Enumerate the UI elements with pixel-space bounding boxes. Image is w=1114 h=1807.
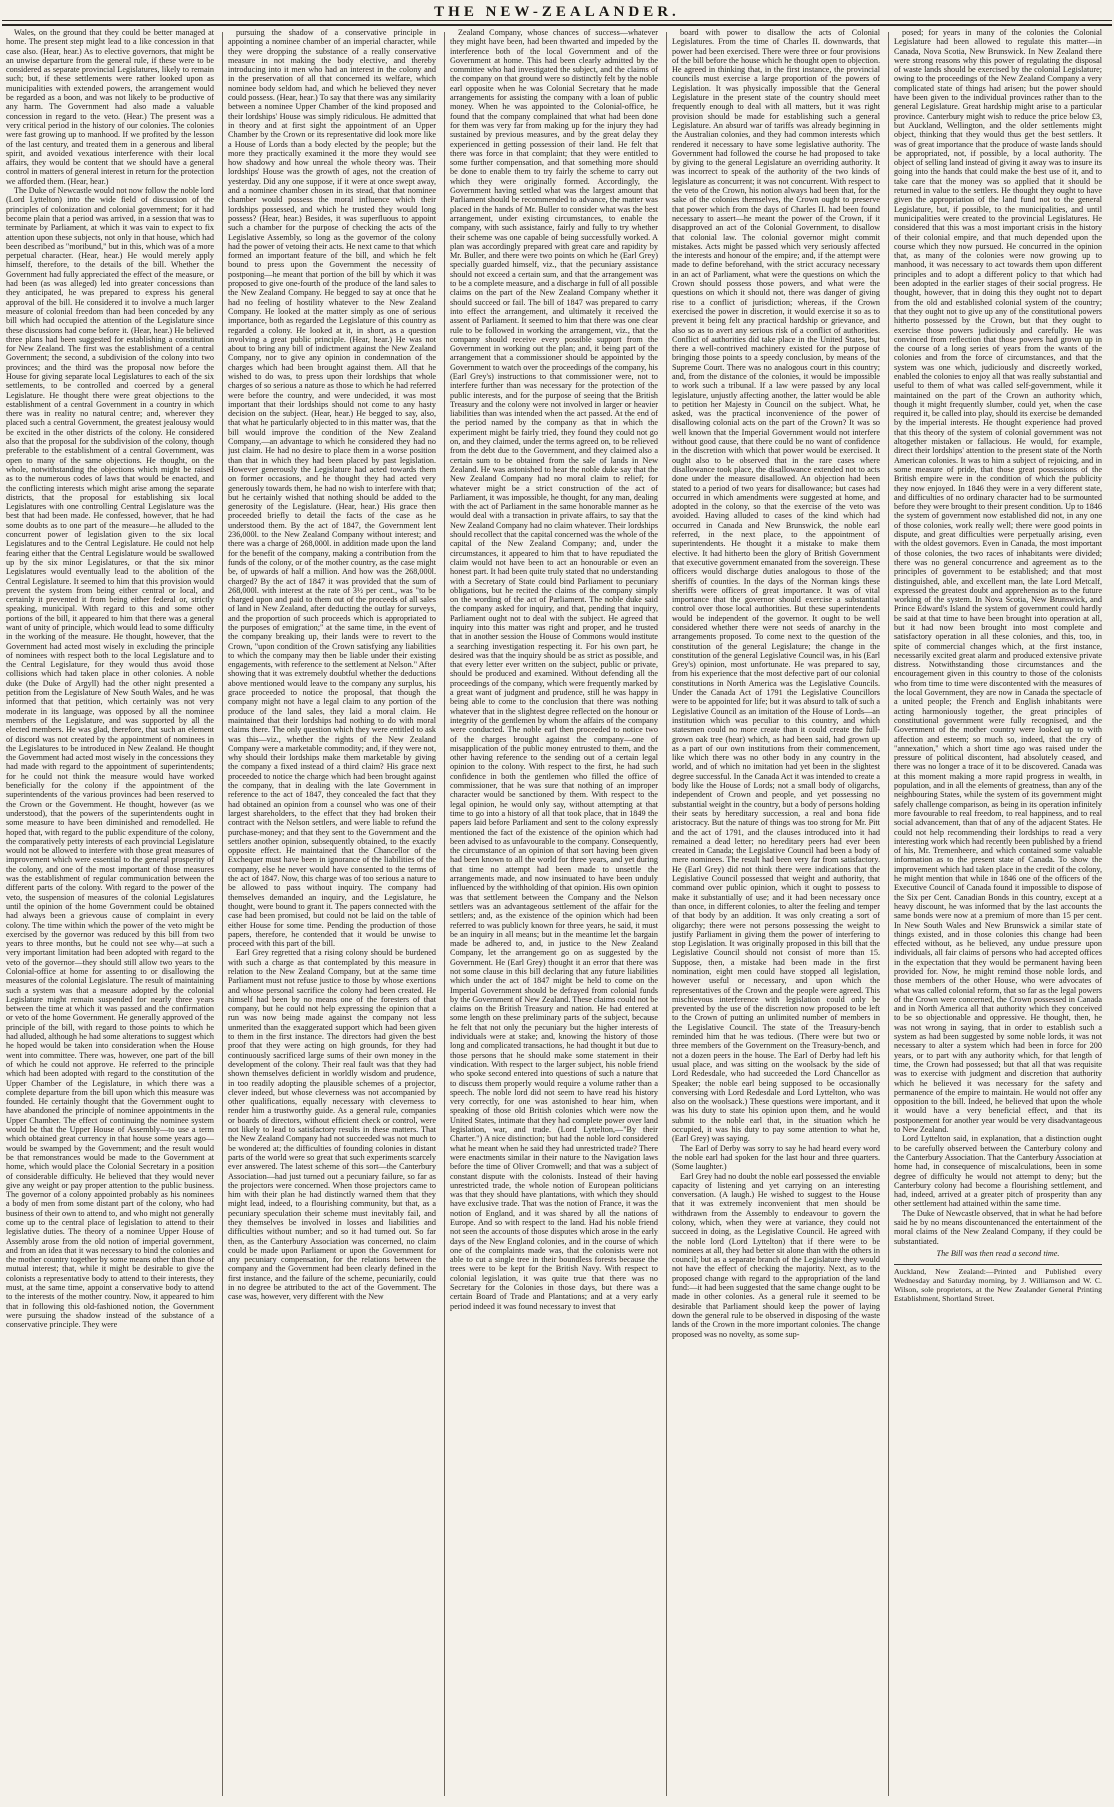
column-divider xyxy=(666,32,667,1796)
paragraph: The Duke of Newcastle observed, that in what he had before said he by no means discountenanced the entertainment of the moral claims of the New Zealand Company, if they could be substantiated. xyxy=(894,1208,1102,1246)
column-4 xyxy=(672,28,880,1800)
paragraph: Earl Grey had no doubt the noble earl possessed the enviable capacity of listening and yet carrying on an interesting conversation. (A laugh.) He wished to suggest to the House that it was extremely inconvenient that men should be withdrawn from the Assembly to endeavour to govern the colony, which, when they were at variance, they could not succeed in doing, as the Legislative Council. He agreed with the noble lord (Lord Lyttelton) that if there were to be nominees at all, they had better sit alone than with the others in council; but as a separate branch of the Legislature they would not have the effect of checking the majority. Next, as to the proposed change with regard to the appropriation of the land fund:—it had been suggested that the same change ought to be made in other colonies. As a general rule it seemed to be desirable that Parliament should keep the power of laying down the general rule to be observed in disposing of the waste lands of the Crown in the more important colonies. The change proposed was no novelty, as some sup- xyxy=(672,1171,880,1339)
paragraph: pursuing the shadow of a conservative principle in appointing a nominee chamber of an imperial character, while they were dropping the substance of a really conservative measure in not making the body elective, and thereby introducing into it men who had an interest in the colony and in the preservation of all that concerned its welfare, which nominee body seldom had, and which he believed they never could possess. (Hear, hear.) To say that there was any similarity between a nominee Upper Chamber of the kind proposed and their lordships' House was simply ridiculous. He admitted that in theory and at first sight the appointment of an Upper Chamber by the Crown or its representative did look more like a House of Lords than a body elected by the people; but the more they practically examined it the more they would see how shadowy and how unreal the whole theory was. Their lordships' House was the growth of ages, not the creation of yesterday. Did any one suppose, if it were at once swept away, and a nominee chamber chosen in its stead, that that nominee chamber would possess the moral influence which their lordships possessed, and which he trusted they would long possess? (Hear, hear.) Besides, it was superfluous to appoint such a chamber for the purpose of checking the acts of the Legislative Assembly, so long as the governor of the colony had the power of vetoing their acts. He next came to that which formed an important feature of the bill, and which he felt bound to press upon the Government the necessity of postponing—he meant that portion of the bill by which it was proposed to give one-fourth of the produce of the land sales to the New Zealand Company. He begged to say at once that he had no feeling of hostility whatever to the New Zealand Company. He looked at the matter simply as one of serious importance, both as regarded the Legislature of this country as regarded a colony. He looked at it, in short, as a question involving a great public principle. (Hear, hear.) He was not about to bring any bill of indictment against the New Zealand Company, nor to give any opinion in condemnation of the charges which had been brought against them. All that he wished to do was, to press upon their lordships that whole charges of so serious a nature as those to which he had referred were before the country, and were undecided, it was most important that their lordships should not come to any hasty decision on the subject. (Hear, hear.) He begged to say, also, that what he particularly objected to in this matter was, that the bill would improve the condition of the New Zealand Company,—an advantage to which he considered they had no just claim. He had no desire to place them in a worse position than that in which they had been placed by past legislation. However generously the Legislature had acted towards them on former occasions, and he thought they had acted very generously towards them, he had no wish to interfere with that; but he certainly wished that nothing should be added to the generosity of the Legislature. (Hear, hear.) His grace then proceeded briefly to detail the facts of the case as he understood them. By the act of 1847, the Government lent 236,000l. to the New Zealand Company without interest; and there was a charge of 268,000l. in addition made upon the land for the benefit of the company, making a contribution from the funds of the colony, or of the mother country, as the case might be, of upwards of half a million. And how was the 268,000l. charged? By the act of 1847 it was provided that the sum of 268,000l. with interest at the rate of 3½ per cent., was "to be charged upon and paid to them out of the proceeds of all sales of land in New Zealand, after deducting the outlay for surveys, and the proportion of such proceeds which is appropriated to the purposes of emigration;" at the same time, in the event of the company breaking up, their lands were to revert to the Crown, "upon condition of the Crown satisfying any liabilities to which the company may then be liable under their existing engagements, with reference to the settlement at Nelson." After showing that it was extremely doubtful whether the deductions above mentioned would leave to the company any surplus, his grace proceeded to notice the proposal, that though the company might not have a legal claim to any portion of the produce of the land sales, they laid a moral claim. He maintained that their lordships had nothing to do with moral claims there. The only question which they were entitled to ask was this—viz., whether the rights of the New Zealand Company were a marketable commodity; and, if they were not, why should their lordships make them marketable by giving the company a fixed instead of a third claim? His grace next proceeded to notice the charge which had been brought against the company, that in dealing with the late Government in reference to the act of 1847, they concealed the fact that they had obtained an opinion from a counsel who was one of their largest shareholders, to the effect that they had broken their contract with the Nelson settlers, and were liable to refund the purchase-money; and that they sent to the Government and the settlers another opinion, subsequently obtained, to the exactly opposite effect. He maintained that the Chancellor of the Exchequer must have been in ignorance of the liabilities of the company, else he never would have consented to the terms of the act of 1847. Now, this charge was of too serious a nature to be allowed to pass without inquiry. The company had themselves demanded an inquiry, and the Legislature, he thought, were bound to grant it. The papers connected with the case had been promised, but could not be laid on the table of either House for some time. Pending the production of those papers, therefore, he contended that it would be unwise to proceed with this part of the bill. xyxy=(228,28,436,949)
paragraph: The Duke of Newcastle would not now follow the noble lord (Lord Lyttelton) into the wide field of discussion of the principles of colonization and colonial government; for it had become plain that a period was arrived, in a session that was to terminate by Parliament, at which it was vain to expect to fix attention upon these subjects, not only in that house, which had been described as "moribund," but in this, which was of a more perpetual character. (Hear, hear.) He would merely apply himself, therefore, to the details of the bill. Whether the Government had fully appreciated the effect of the measure, or had been (as was alleged) led into greater concessions than they anticipated, he was prepared to express his general approval of the bill. He considered it to involve a much larger measure of colonial freedom than had been conceded by any bill which had occupied the attention of the Legislature since these discussions had come before it. (Hear, hear.) He believed three plans had been suggested for establishing a constitution for New Zealand. The first was the establishment of a central Government; the second, a subdivision of the colony into two provinces; and the third was the proposal now before the House for giving separate local Legislatures to each of the six settlements, to be controlled and coerced by a general Legislature. He thought there were great objections to the establishment of a central Government in a country in which there was in reality no natural centre; and, wherever they placed such a central Government, the greatest jealousy would be excited in the other districts of the colony. He considered also that the proposal for the subdivision of the colony, though preferable to the establishment of a central Government, was open to many of the same objections. He thought, on the whole, notwithstanding the objections which might be raised as to the numerous codes of laws that would be enacted, and the conflicting interests which might arise among the separate districts, that the proposal for establishing six local Legislatures with one controlling Central Legislature was the best that had been made. He confessed, however, that he had some doubts as to one part of the measure—he alluded to the concurrent power of legislation given to the six local Legislatures and to the Central Legislature. He could not help fearing either that the Central Legislature would be swallowed up by the six minor Legislatures, or that the six minor Legislatures would eventually lead to the abolition of the Central Legislature. It seemed to him that this provision would prevent the system from being either central or local, and certainly it prevented it from being either federal or, strictly speaking, municipal. With regard to this and some other portions of the bill, it appeared to him that there was a general want of unity of principle, which would lead to some difficulty in the working of the measure. He thought, however, that the Government had acted most wisely in excluding the principle of nominees with respect both to the local Legislature and to the Central Legislature, for they would thus avoid those collisions which had taken place in other colonies. A noble duke (the Duke of Argyll) had the other night presented a petition from the Legislature of New South Wales, and he was informed that that petition, which certainly was not very moderate in its language, was opposed by all the nominee members of the Legislature, and was supported by all the elected members. He was glad, therefore, that such an element of discord was not created by the appointment of nominees in the Legislatures to be introduced in New Zealand. He thought the Government had acted most wisely in the concessions they had made with regard to the appointment of superintendents; for he could not think the measure would have worked beneficially for the colony if the appointment of the superintendents of the various provinces had been reserved to the Crown or the Government. He thought, however (as we understood), that the powers of the superintendents ought in some measure to have been diminished and remodelled. He hoped that, with regard to the public expenditure of the colony, the comparatively petty interests of each provincial Legislature would not be allowed to interfere with those great measures of improvement which were essential to the general prosperity of the colony, and one of the most important of those measures was the establishment of regular communication between the different parts of the colony. With regard to the power of the veto, the suspension of measures of the colonial Legislatures until the opinion of the home Government could be obtained had always been a grievous cause of complaint in every colony. The time within which the power of the veto might be exercised by the governor was reduced by this bill from two years to three months, but he could not see why—at such a very important limitation had been adopted with regard to the veto of the governor—they should still allow two years to the Colonial-office at home for assenting to or disallowing the measures of the colonial Legislature. The result of maintaining such a system was that a measure adopted by the colonial Legislature might remain suspended for nearly three years between the time at which it was passed and the confirmation or veto of the home Government. He generally approved of the principle of the bill, with regard to those points to which he had alluded, although he had some alterations to suggest which he hoped would be taken into consideration when the House went into committee. There was, however, one part of the bill of which he could not approve. He referred to the principle which had been adopted with regard to the constitution of the Upper Chamber of the Legislature, in which there was a complete departure from the bill upon which this measure was founded. He certainly thought that the Government ought to have abandoned the principle of nominee appointments in the Upper Chamber. The effect of continuing the nominee system would be that the Upper House of Assembly—to use a term which obtained great currency in that house some years ago—would be swamped by the Government; and the result would be that remonstrances would be made to the Government at home, which would place the Colonial Secretary in a position of considerable difficulty. He believed that they would never give any weight or pay proper attention to the public business. The governor of a colony appointed probably as his nominees a body of men from some distant part of the colony, who had business of their own to attend to, and who might not generally come up to the central place of legislation to attend to their legislative duties. The theory of a nominee Upper House of Assembly arose from the old notion of imperial government, and from an idea that it was necessary to bind the colonies and the mother country together by some means other than those of mutual interest; that, while it might be desirable to give the colonists a representative body to attend to their interests, they must, at the same time, appoint a conservative body to attend to the interests of the mother country. Now, it appeared to him that in following this old-fashioned notion, the Government were pursuing the shadow instead of the substance of a conservative principle. They were xyxy=(6,186,214,1330)
paragraph: Wales, on the ground that they could be better managed at home. The present step might lead to a like concession in that case also. (Hear, hear.) As to elective governors, that might be an unwise departure from the general rule, if these were to be considered as separate provincial Legislatures, likely to remain such; but, if these settlements were rather looked upon as municipalities with extended powers, the arrangement would be regarded as a boon, and was not likely to be productive of any harm. The Government had also made a valuable concession in regard to the veto. (Hear.) The present was a very critical period in the history of our colonies. The colonies were fast growing up to manhood. If we profited by the lesson of the last century, and treated them in a generous and liberal spirit, and avoided vexatious interference with their local affairs, they would be content that we should have a general control in matters of general interest in return for the protection we afforded them. (Hear, hear.) xyxy=(6,28,214,186)
column-5 xyxy=(894,28,1102,1800)
article-columns xyxy=(6,28,1106,1800)
imprint-rule xyxy=(894,1264,1102,1265)
column-2 xyxy=(228,28,436,1800)
paragraph: Lord Lyttelton said, in explanation, that a distinction ought to be carefully observed between the Canterbury colony and the Canterbury Association. That the Canterbury Association at home had, in consequence of miscalculations, been in some degree of difficulty he would not attempt to deny; but the Canterbury colony had become a flourishing settlement, and had, indeed, arrived at a greater pitch of prosperity than any other settlement had attained within the same time. xyxy=(894,1134,1102,1209)
column-divider xyxy=(888,32,889,1796)
header-rule xyxy=(2,20,1112,21)
paragraph: The Earl of Derby was sorry to say he had heard every word the noble earl had spoken for the last hour and three quarters. (Some laughter.) xyxy=(672,1143,880,1172)
paragraph: posed; for years in many of the colonies the Colonial Legislature had been allowed to regulate this matter—in Canada, Nova Scotia, New Brunswick. In New Zealand there were strong reasons why this power of regulating the disposal of waste lands should be exercised by the colonial Legislature; owing to the proceedings of the New Zealand Company a very complicated state of things had arisen; but the power should have been given to the individual provinces rather than to the general Legislature. Great hardship might arise to a particular province. Canterbury might wish to reduce the price below £3, but Auckland, Wellington, and the older settlements might object, thinking that they would thus get the best settlers. It was of great importance that the produce of waste lands should be appropriated, not, if possible, by a local authority. The object of selling land instead of giving it away was to insure its going into the hands that could make the best use of it, and to take care that the money was so applied that it should be returned in value to the settlers. He thought they ought to have given the appropriation of the land fund not to the general Legislature, but, if possible, to the municipalities, and until municipalities were created to the provincial Legislatures. He considered that this was a most important crisis in the history of their colonial empire, and that much depended upon the course which they now pursued. He concurred in the opinion that, as many of the colonies were now growing up to manhood, it was necessary to act towards them upon different principles and to adopt a different policy to that which had been adopted in the earlier stages of their social progress. He thought, however, that in doing this they ought not to depart from the old and established colonial system of the country; that they ought not to give up any of the constitutional powers hitherto possessed by the Crown, but that they ought to exercise those powers judiciously and carefully. He was convinced from reflection that those powers had grown up in the course of a long series of years from the wants of the colonies and from the force of circumstances, and that the system was one which, judiciously and discreetly worked, enabled the colonies to enjoy all that was really substantial and useful to them of what was called self-government, while it maintained on the part of the Crown an authority which, though it might frequently slumber, could yet, when the case required it, be called into play, should its exercise be demanded by the imperial interests. He thought experience had proved that this theory of the system of colonial government was not altogether mistaken or fallacious. He would, for example, direct their lordships' attention to the present state of the North American colonies. It was to him a subject of rejoicing, and in some measure of pride, that those great possessions of the British empire were in the condition of which the publicity they now enjoyed. In 1846 they were in a very different state, and difficulties of no ordinary character had to be surmounted before they were brought to their present condition. Up to 1846 the system of government now established did not, in any one of those colonies, work really well; there were good points in dispute, and great difficulties were perpetually arising, even with the oldest governors. Even in Canada, the most important of those colonies, the two races of inhabitants were divided; there was no general concurrence and agreement as to the principles of government to be established; and that most distinguished, able, and excellent man, the late Lord Metcalf, expressed the greatest doubt and apprehension as to the future working of the system. In Nova Scotia, New Brunswick, and Prince Edward's Island the system of government could hardly be said at that time to have been brought into operation at all, but it had now been brought into most complete and satisfactory operation in all these colonies, and this, too, in spite of commercial changes which, at the first instance, necessarily excited great alarm and produced extensive private distress. Notwithstanding those circumstances and the encouragement given in this country to those of the colonists who from time to time were discontented with the measures of the local Government, they are now in Canada the spectacle of a united people; the French and English inhabitants were acting harmoniously together, the great principles of constitutional government were fully recognised, and the Government of the mother country were looked up to with affection and esteem; so much so, indeed, that the cry of "annexation," which a short time ago was raised under the pressure of political discontent, had absolutely ceased, and there was no longer a trace of it to be discovered. Canada was at this moment making a more rapid progress in wealth, in population, and in all the elements of greatness, than any of the neighbouring States, while the system of its government might safely challenge comparison, as being in its operation infinitely more favourable to real freedom, to real happiness, and to real social advancement, than that of any of the adjacent States. He could not help recommending their lordships to read a very interesting work which had recently been published by a friend of his, Mr. Tremenheere, and which contained some valuable information as to the present state of Canada. To show the improvement which had taken place in the credit of the colony, he might mention that while in 1846 one of the officers of the Executive Council of Canada found it impossible to dispose of the Six per Cent. Canadian Bonds in this country, except at a heavy discount, he was informed that by the last accounts the same bonds were now at a premium of more than 15 per cent. In New South Wales and New Brunswick a similar state of things existed, and in those colonies this change had been effected without, as he believed, any undue pressure upon individuals, all fair claims of persons who had accepted offices in the expectation that they would be permanent having been provided for. Now, he might remind those noble lords, and those members of the other House, who were advocates of what was called colonial reform, that so far as the legal powers of the Crown were concerned, the Crown possessed in Canada and in North America all that authority which they conceived to be so objectionable and oppressive. He thought, then, he was not wrong in saying, that in order to establish such a system as had been suggested by some noble lords, it was not necessary to alter a system which had been in force for 200 years, or to part with any authority which, for that length of time, the Crown had possessed; but that all that was requisite was to exercise with judgment and discretion that authority which he believed it was necessary for the safety and permanence of the empire to maintain. He would not offer any opposition to the bill. Indeed, he believed that upon the whole it would have a very beneficial effect, and that its postponement for another year would be very disadvantageous to New Zealand. xyxy=(894,28,1102,1135)
paragraph: board with power to disallow the acts of Colonial Legislatures. From the time of Charles II. downwards, that power had been exercised. There were three or four provisions of the bill before the house which he thought open to objection. He agreed in thinking that, in the first instance, the provincial councils must exercise a large proportion of the powers of Legislation. It was physically impossible that the General Legislature in the present state of the country should meet frequently enough to deal with all matters, but it was right provision should be made for establishing such a general Legislature. An absurd war of tariffs was already beginning in the Australian colonies, and they had common interests which rendered it necessary to have some legislative authority. The Government had followed the course he had proposed to take by giving to the general Legislature an overriding authority. It was incorrect to speak of the authority of the two kinds of legislature as concurrent; it was not concurrent. With respect to the veto of the Crown, his notion always had been that, for the sake of the colonies themselves, the Crown ought to preserve that power which from the days of Charles II. had been found necessary to assert—he meant the power of the Crown, if it disapproved an act of the Colonial Government, to disallow that colonial law. The colonial governor might commit mistakes. Acts might be passed which very seriously affected the interests and honour of the empire; and, if the attempt were made to define beforehand, with the strict accuracy necessary in an act of Parliament, what were the questions on which the Crown should possess those powers, and what were the questions on which it should not, there was danger of giving rise to a conflict of jurisdiction; whereas, if the Crown exercised the power in discretion, it would exercise it so as to prevent it being felt any practical hardship or grievance, and also so as to avert any serious risk of a conflict of authorities. Conflict of authorities did take place in the United States, but there a well-contrived machinery existed for the purpose of bringing those points to a speedy conclusion, by means of the Supreme Court. There was no analogous court in this country; and, from the distance of the colonies, it would be impossible to work such a tribunal. If a law were passed by any local legislature, unjustly affecting another, the latter would be able to petition her Majesty in Council on the subject. What, he asked, was the practical inconvenience of the power of disallowing colonial acts on the part of the Crown? It was so well known that the Imperial Government would not interfere without good cause, that there could be no want of confidence in the discretion with which that power would be exercised. It ought also to be observed that in the rare cases where disallowance took place, the disallowance extended not to acts done under the measure disallowed. An objection had been stated to a period of two years for disallowance; but cases had occurred in which amendments were suggested at home, and adopted in the colony, so that the exercise of the veto was avoided. Having alluded to cases of the kind which had occurred in Canada and New Brunswick, the noble earl referred, in the next place, to the appointment of superintendents. He thought it a mistake to make them elective. It had hitherto been the glory of British Government that executive government emanated from the sovereign. These officers would discharge duties analogous to those of the sheriffs of counties. In the days of the Norman kings these sheriffs were officers of great importance. It was of vital importance that the governor should exercise a substantial control over those local authorities. But these superintendents would be independent of the governor. It ought to be well considered whether there were not seeds of anarchy in the arrangements proposed. To come next to the question of the constitution of the general Legislature; the change in the constitution of the general Legislative Council was, in his (Earl Grey's) opinion, most unfortunate. He was prepared to say, from his experience that the most defective part of our colonial constitutions in North America was the Legislative Councils. Under the Canada Act of 1791 the Legislative Councillors were to be appointed for life; but it was absurd to talk of such a Legislative Council as an imitation of the House of Lords—an institution which was peculiar to this country, and which statesmen could no more create than it could create the full-grown oak tree (hear) which, as had been said, had grown up as a part of our own institutions from their commencement, like which there was no other body in any country in the world, and of which no imitation had yet been in the slightest degree successful. In the Canada Act it was intended to create a body like the House of Lords; not a small body of oligarchs, independent of Crown and people, and yet possessing no substantial weight in the country, but a body of persons holding their seats by hereditary succession, a real and bona fide aristocracy. But the nature of things was too strong for Mr. Pitt and the act of 1791, and the clauses introduced into it had remained a dead letter; no hereditary peers had ever been created in Canada; the Legislative Council had been a body of mere nominees. The result had been very far from satisfactory. He (Earl Grey) did not think there were indications that the Legislative Council possessed that weight and authority, that command over public opinion, which it ought to possess to make it substantially of use; and it had been necessary once than once, in different colonies, to alter the feeling and temper of that body by an addition. It was only creating a sort of oligarchy; there were not persons possessing the weight to justify Parliament in giving them the power of interfering to stop Legislation. It was originally proposed in this bill that the Legislative Council should not consist of more than 15. Suppose, then, a mistake had been made in the first nomination, eight men could have stopped all legislation, however useful or necessary, and upon which the representatives of the Crown and the people were agreed. This mischievous interference with legislation could only be prevented by the use of the discretion now proposed to be left to the Crown of putting an unlimited number of members in the Legislative Council. The state of the Treasury-bench reminded him that he was tedious. (There were but two or three members of the Government on the Treasury-bench, and not a dozen peers in the house. The Earl of Derby had left his usual place, and was sitting on the woolsack by the side of Lord Redesdale, who had succeeded the Lord Chancellor as Speaker; the noble earl being supposed to be occasionally conversing with Lord Redesdale and Lord Lyttelton, who was also on the woolsack.) These questions were important, and it was his duty to state his opinion upon them, and he would submit to the noble earl that, in the situation which he occupied, it was his duty to pay some attention to what he, (Earl Grey) was saying. xyxy=(672,28,880,1144)
column-divider xyxy=(444,32,445,1796)
header-double-rule xyxy=(2,24,1112,26)
column-divider xyxy=(222,32,223,1796)
masthead xyxy=(0,0,1114,30)
paragraph: Earl Grey regretted that a rising colony should be burdened with such a charge as that contemplated by this measure in relation to the New Zealand Company, but at the same time Parliament must not refuse justice to those by whose exertions and whose personal sacrifice the colony had been created. He himself had been by no means one of the foresters of that company, but he could not help expressing the opinion that a run was now being made against the company not less unmerited than the exaggerated support which had been given to them in the first instance. The directors had given the best proof that they were acting on high grounds, for they had continuously sacrificed large sums of their own money in the development of the colony. Their real fault was that they had shown themselves deficient in worldly wisdom and prudence, in too readily adopting the plausible schemes of a projector, clever indeed, but whose cleverness was not accompanied by other qualifications, equally necessary with cleverness to render him a trustworthy guide. As a general rule, companies or boards of directors, without efficient check or control, were not likely to lead to satisfactory results in these matters. That the New Zealand Company had not succeeded was not much to be wondered at; the difficulties of founding colonies in distant parts of the world were so great that such experiments scarcely ever answered. The latest scheme of this sort—the Canterbury Association—had just turned out a pecuniary failure, so far as the projectors were concerned. When those projectors came to him with their plan he had distinctly warned them that they might lead, indeed, to a flourishing community, but that, as a pecuniary speculation their scheme must inevitably fail, and they themselves be involved in losses and liabilities and difficulties without number; and so it had turned out. So far then, as the Canterbury Association was concerned, no claim could be made upon Parliament or upon the Government for any pecuniary compensation, for the relations between the company and the Government had been clearly defined in the first instance, and the failure of the scheme, pecuniarily, could in no degree be attributed to the act of the Government. The case was, however, very different with the New xyxy=(228,948,436,1302)
printer-imprint: Auckland, New Zealand:—Printed and Published every Wednesday and Saturday morning, by J. Williamson and W. C. Wilson, sole proprietors, at the New Zealander General Printing Establishment, Shortland Street. xyxy=(894,1267,1102,1303)
column-3 xyxy=(450,28,658,1800)
newspaper-title: THE NEW-ZEALANDER. xyxy=(434,4,680,20)
closing-note: The Bill was then read a second time. xyxy=(936,1248,1060,1258)
paragraph: Zealand Company, whose chances of success—whatever they might have been, had been thwarted and impeded by the interference both of the local Government and of the Government at home. This had been clearly admitted by the committee who had investigated the subject, and the claims of the company on that ground were so distinctly felt by the noble earl opposite when he was Colonial Secretary that he made arrangements for assisting the company with a loan of public money. When he was appointed to the Colonial-office, he found that the company complained that what had been done for them was very far from making up for the injury they had sustained by previous measures, and by the great delay they experienced in getting possession of their land. He felt that there was force in that complaint; that they were entitled to some further compensation, and that something more should be done to enable them to try fairly the scheme to carry out which they were originally formed. Accordingly, the Government having settled what was the largest amount that Parliament should be recommended to advance, the matter was placed in the hands of Mr. Buller to consider what was the best arrangement, under existing circumstances, to enable the company, with such assistance, fairly and fully to try whether their scheme was one capable of being successfully worked. A plan was accordingly prepared with great care and rapidity by Mr. Buller, and there were two points on which he (Earl Grey) specially guarded himself, viz., that the pecuniary assistance should not exceed a certain sum, and that the arrangement was to be a complete measure, and a discharge in full of all possible claims on the part of the New Zealand Company whether it should succeed or fail. The bill of 1847 was prepared to carry into effect the arrangement, and ultimately it received the assent of Parliament. It seemed to him that there was one clear rule to be followed in working the arrangement, viz., that the company should receive every possible support from the Government in working out the plan; and, it being part of the arrangement that a commissioner should be appointed by the Government to watch over the proceedings of the company, his (Earl Grey's) instructions to that commissioner were, not to interfere further than was necessary for the protection of the public interests, and for the purpose of seeing that the British Treasury and the colony were not involved in larger or heavier liabilities than was intended when the act passed. At the end of the period named by the company as that in which the experiment might be fairly tried, they found they could not go on, and they claimed, under the terms agreed on, to be relieved from the debt due to the Government, and they claimed also a certain sum to be obtained from the sale of lands in New Zealand. He was astonished to hear the noble duke say that the New Zealand Company had no moral claim to relief; for whatever might be a strict construction of the act of Parliament, it was impossible, he thought, for any man, dealing with the act of Parliament in the same honorable manner as he would deal with a transaction in private affairs, to say that the New Zealand Company had no claim whatever. Their lordships should recollect that the capital concerned was the whole of the capital of the New Zealand Company; and, under the circumstances, it appeared to him that to have repudiated the claim would not have been to act an honourable or even an honest part. It had been quite truly stated that no understanding with a Secretary of State could bind Parliament to pecuniary obligations, but he recited the claims of the company simply on the wording of the act of Parliament. The noble duke said the company asked for inquiry, and that, pending that inquiry, Parliament ought not to deal with the subject. He agreed that inquiry into this matter was right and proper, and he trusted that in another session the House of Commons would institute a searching investigation respecting it. For his own part, he desired was that the inquiry should be as strict as possible, and that every letter ever written on the subject, public or private, should be produced and examined. Without defending all the proceedings of the company, which were frequently marked by a great want of judgment and prudence, still he was happy in being able to come to the conclusion that there was nothing whatever that in the slightest degree reflected on the honour or integrity of the gentlemen by whom the affairs of the company were conducted. The noble earl then proceeded to notice two of the charges brought against the company—one of misapplication of the public money entrusted to them, and the other having reference to the sending out of a certain legal opinion to the colony. With respect to the first, he had such confidence in both the gentlemen who filled the office of commissioner, that he was sure that nothing of an improper character would be sanctioned by them. With respect to the legal opinion, he would only say, without attempting at that time to go into a history of all that took place, that in 1849 the papers laid before Parliament and sent to the colony expressly mentioned the fact of the existence of the opinion which had been advised to as unfavourable to the company. Consequently, the circumstance of an opinion of that sort having been given had been known to all the world for three years, and yet during that time no attempt had been made to unsettle the arrangements made, and now insinuated to have been unduly influenced by the withholding of that opinion. His own opinion was that settlement between the Company and the Nelson settlers was an advantageous settlement of the affair for the settlers; and, as the existence of the opinion which had been referred to was publicly known for three years, he said, it must be an inquiry in all means; but in the meantime let the bargain made be adhered to, and, in justice to the New Zealand Company, let the arrangement go on as suggested by the Government. He (Earl Grey) thought it an error that there was not some clause in this bill declaring that any future liabilities which under the act of 1847 might be held to come on the Imperial Government should be defrayed from colonial funds by the Government of New Zealand. These claims could not be claims on the British Treasury and nation. He had entered at some length on these preliminary parts of the subject, because he felt that not only the pecuniary but the higher interests of individuals were at stake; and, knowing the history of those long and complicated transactions, he had thought it but due to those persons that he should make some statement in their vindication. With respect to the larger subject, his noble friend who spoke second entered into questions of such a nature that to discuss them properly would require a volume rather than a speech. The noble lord did not seem to have read his history very correctly, for one was astonished to hear him, when speaking of those old British colonies which were now the United States, intimate that they had complete power over land legislation, war, and trade. (Lord Lyttelton,—"By their Charter.") A nice distinction; but had the noble lord considered what he meant when he said they had unrestricted trade? There were enactments similar in their nature to the Navigation laws before the time of Oliver Cromwell; and that was a subject of constant dispute with the colonists. Instead of their having unrestricted trade, the whole notion of European politicians was that they should have plantations, with which they should have exclusive trade. That was the notion of France, it was the notion of England, and it was shared by all the nations of Europe. And so with respect to the land. Had his noble friend not seen the accounts of those disputes which arose in the early days of the New England colonies, and in the course of which one of the complaints made was, that the colonists were not able to cut a single tree in their boundless forests because the trees were to be kept for the British Navy. With respect to colonial legislation, it was quite true that there was no Secretary for the Colonies in those days, but there was a certain Board of Trade and Plantations; and at a very early period indeed it was found necessary to invest that xyxy=(450,28,658,1311)
column-1 xyxy=(6,28,214,1800)
